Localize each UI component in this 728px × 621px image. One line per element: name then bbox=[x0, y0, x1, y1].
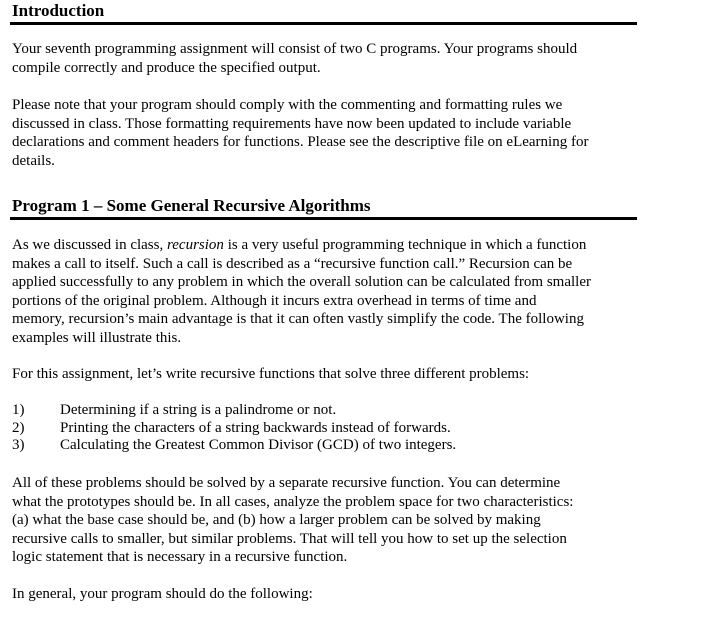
text-line: makes a call to itself. Such a call is described as a “recursive function call.” Recursion can be bbox=[12, 255, 573, 272]
text-line: memory, recursion’s main advantage is that it can often vastly simplify the code. The following bbox=[12, 311, 584, 327]
problem-list bbox=[12, 402, 638, 455]
list-item bbox=[12, 420, 638, 438]
text-line: For this assignment, let’s write recursive functions that solve three different problems: bbox=[12, 366, 530, 382]
list-item bbox=[12, 402, 638, 420]
text-span: As we discussed in class, bbox=[12, 237, 167, 253]
intro-paragraph-1 bbox=[12, 40, 638, 77]
list-number: 3) bbox=[12, 437, 25, 453]
text-line: Your seventh programming assignment will consist of two C programs. Your programs should bbox=[12, 41, 578, 57]
text-line: applied successfully to any problem in which the overall solution can be calculated from smaller bbox=[12, 274, 591, 290]
text-line: In general, your program should do the following: bbox=[12, 586, 313, 602]
list-number: 1) bbox=[12, 402, 25, 418]
text-line: (a) what the base case should be, and (b) how a larger problem can be solved by making bbox=[12, 512, 541, 528]
section-heading-program-1: Program 1 – Some General Recursive Algorithms bbox=[12, 196, 371, 215]
program1-paragraph-1 bbox=[12, 236, 638, 347]
emphasis-recursion: recursion bbox=[166, 237, 224, 253]
list-number: 2) bbox=[12, 419, 25, 436]
text-line: what the prototypes should be. In all cases, analyze the problem space for two characteristics: bbox=[12, 493, 574, 510]
text-line: portions of the original problem. Although it incurs extra overhead in terms of time and bbox=[12, 292, 537, 309]
text-line: details. bbox=[12, 152, 55, 169]
text-line: compile correctly and produce the specified output. bbox=[12, 59, 321, 76]
text-line: logic statement that is necessary in a recursive function. bbox=[12, 549, 348, 565]
list-item bbox=[12, 437, 638, 455]
text-line: declarations and comment headers for functions. Please see the descriptive file on eLearning for bbox=[12, 134, 589, 150]
text-line: Please note that your program should comply with the commenting and formatting rules we bbox=[12, 97, 563, 113]
program1-paragraph-4 bbox=[12, 585, 638, 604]
text-line: All of these problems should be solved by a separate recursive function. You can determine bbox=[12, 475, 561, 491]
text-span: is a very useful programming technique in which a function bbox=[223, 237, 587, 253]
program1-paragraph-2 bbox=[12, 365, 638, 384]
list-text: Determining if a string is a palindrome or not. bbox=[60, 402, 337, 418]
text-line: examples will illustrate this. bbox=[12, 329, 182, 346]
text-line bbox=[12, 236, 638, 255]
program1-paragraph-3 bbox=[12, 474, 638, 567]
text-line: discussed in class. Those formatting requirements have now been updated to include variable bbox=[12, 115, 572, 132]
list-text: Printing the characters of a string backwards instead of forwards. bbox=[60, 419, 451, 436]
section-heading-introduction: Introduction bbox=[12, 1, 105, 20]
list-text: Calculating the Greatest Common Divisor (GCD) of two integers. bbox=[60, 437, 457, 453]
intro-paragraph-2 bbox=[12, 96, 638, 170]
heading-rule bbox=[10, 22, 637, 25]
text-line: recursive calls to smaller, but similar problems. That will tell you how to set up the selection bbox=[12, 530, 567, 547]
heading-rule bbox=[10, 217, 637, 220]
